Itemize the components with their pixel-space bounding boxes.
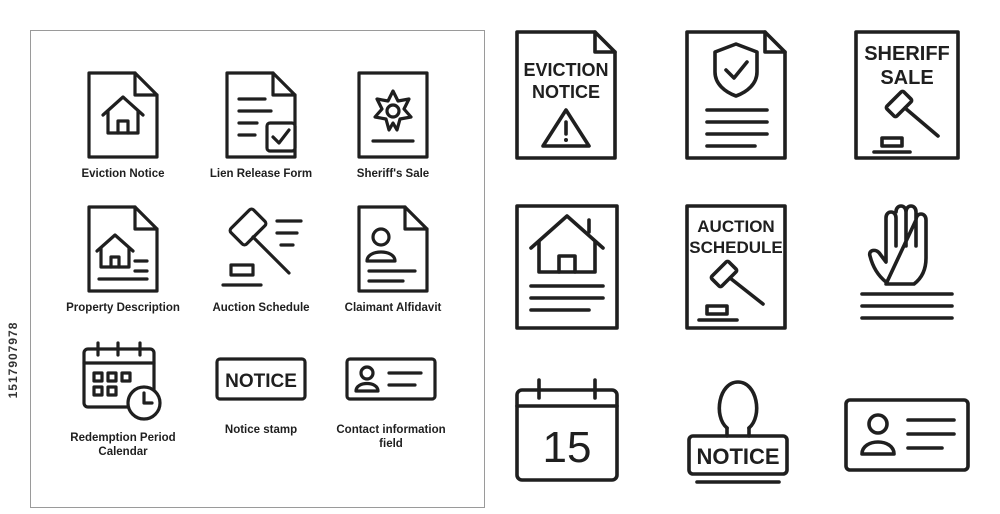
- panel-item-redemption-calendar: [53, 339, 193, 459]
- label-contact-information-field: Contact information field: [336, 424, 446, 450]
- large-eviction-notice-icon: [513, 28, 619, 162]
- label-claimant-affidavit: Claimant Alfidavit: [344, 302, 442, 314]
- large-auction-schedule-icon: [683, 202, 789, 332]
- large-raised-hand-oath-icon: [852, 198, 962, 332]
- large-calendar-day-icon: [513, 376, 621, 486]
- panel-item-lien-release-form: [191, 69, 331, 181]
- label-auction-schedule: Auction Schedule: [212, 302, 310, 314]
- property-description-icon: [83, 203, 163, 295]
- label-property-description: Property Description: [66, 302, 180, 314]
- label-lien-release-form: Lien Release Form: [209, 168, 313, 180]
- large-sheriff-sale-icon: [852, 28, 962, 162]
- auction-line2-text: SCHEDULE: [689, 238, 783, 257]
- stock-id-text: 1517907978: [6, 321, 20, 399]
- lien-release-form-icon: [221, 69, 301, 161]
- label-notice-stamp: Notice stamp: [224, 424, 298, 436]
- panel-item-contact-information: [321, 353, 461, 451]
- eviction-line2-text: NOTICE: [531, 82, 601, 102]
- sheriff-line1-text: SHERIFF: [864, 43, 950, 65]
- panel-item-auction-schedule: [191, 203, 331, 315]
- sheriff-line2-text: SALE: [880, 67, 934, 89]
- eviction-line1-text: EVICTION: [523, 60, 609, 80]
- large-contact-card-icon: [842, 396, 972, 474]
- contact-information-field-icon: [341, 353, 441, 405]
- label-eviction-notice: Eviction Notice: [81, 168, 165, 180]
- large-property-document-icon: [513, 202, 621, 332]
- panel-item-claimant-affidavit: [323, 203, 463, 315]
- large-verified-document-icon: [683, 28, 789, 162]
- eviction-notice-icon: [83, 69, 163, 161]
- auction-schedule-icon: [213, 203, 309, 295]
- auction-line1-text: AUCTION: [697, 217, 775, 236]
- sheriffs-sale-icon: [353, 69, 433, 161]
- panel-item-property-description: [53, 203, 193, 315]
- panel-item-eviction-notice: [53, 69, 193, 181]
- stamp-word-text: NOTICE: [225, 371, 297, 392]
- label-sheriffs-sale: Sheriff's Sale: [356, 168, 430, 180]
- claimant-affidavit-icon: [353, 203, 433, 295]
- label-redemption-period-calendar: Redemption Period Calendar: [70, 432, 176, 458]
- notice-stamp-icon: [211, 353, 311, 405]
- icon-set-panel: [30, 30, 485, 508]
- redemption-period-calendar-icon: [78, 339, 168, 425]
- panel-item-notice-stamp: [191, 353, 331, 437]
- large-notice-stamp-icon: [683, 378, 793, 490]
- panel-item-sheriffs-sale: [323, 69, 463, 181]
- calendar-day-text: 15: [542, 423, 592, 472]
- large-stamp-word-text: NOTICE: [696, 444, 780, 469]
